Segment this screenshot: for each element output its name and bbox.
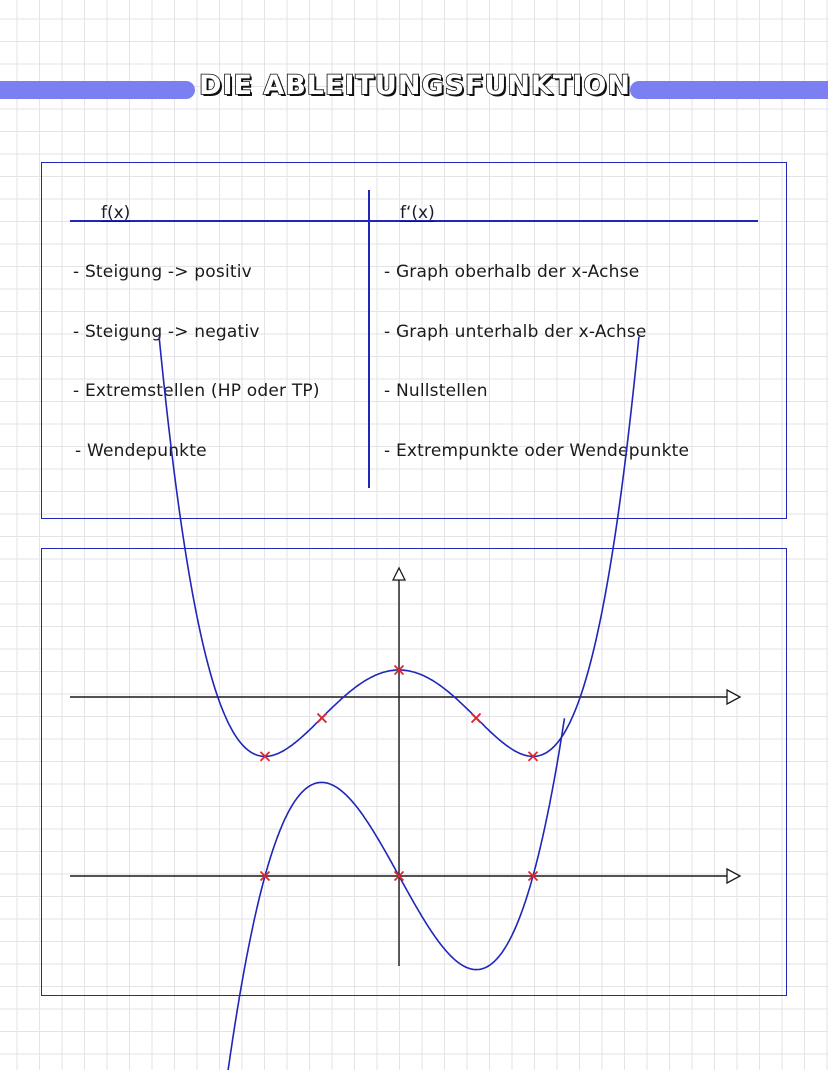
marker-f-2 (317, 714, 326, 723)
header-f-prime: f‘(x) (400, 203, 435, 223)
row-2-left: - Steigung -> negativ (73, 322, 260, 342)
x-axis-arrow-1 (727, 690, 740, 704)
row-4-right: - Extrempunkte oder Wendepunkte (384, 441, 690, 461)
row-1-left: - Steigung -> positiv (73, 262, 252, 282)
header-f: f(x) (101, 203, 131, 223)
row-3-right: - Nullstellen (384, 381, 488, 401)
curve-f-prime (220, 718, 564, 1070)
row-3-left: - Extremstellen (HP oder TP) (73, 381, 320, 401)
x-axis-arrow-2 (727, 869, 740, 883)
y-axis-arrow (393, 568, 405, 580)
row-1-right: - Graph oberhalb der x-Achse (384, 262, 640, 282)
row-2-right: - Graph unterhalb der x-Achse (384, 322, 647, 342)
page-title: DIE ABLEITUNGSFUNKTION (199, 70, 631, 101)
row-4-left: - Wendepunkte (75, 441, 207, 461)
marker-f-4 (472, 714, 481, 723)
